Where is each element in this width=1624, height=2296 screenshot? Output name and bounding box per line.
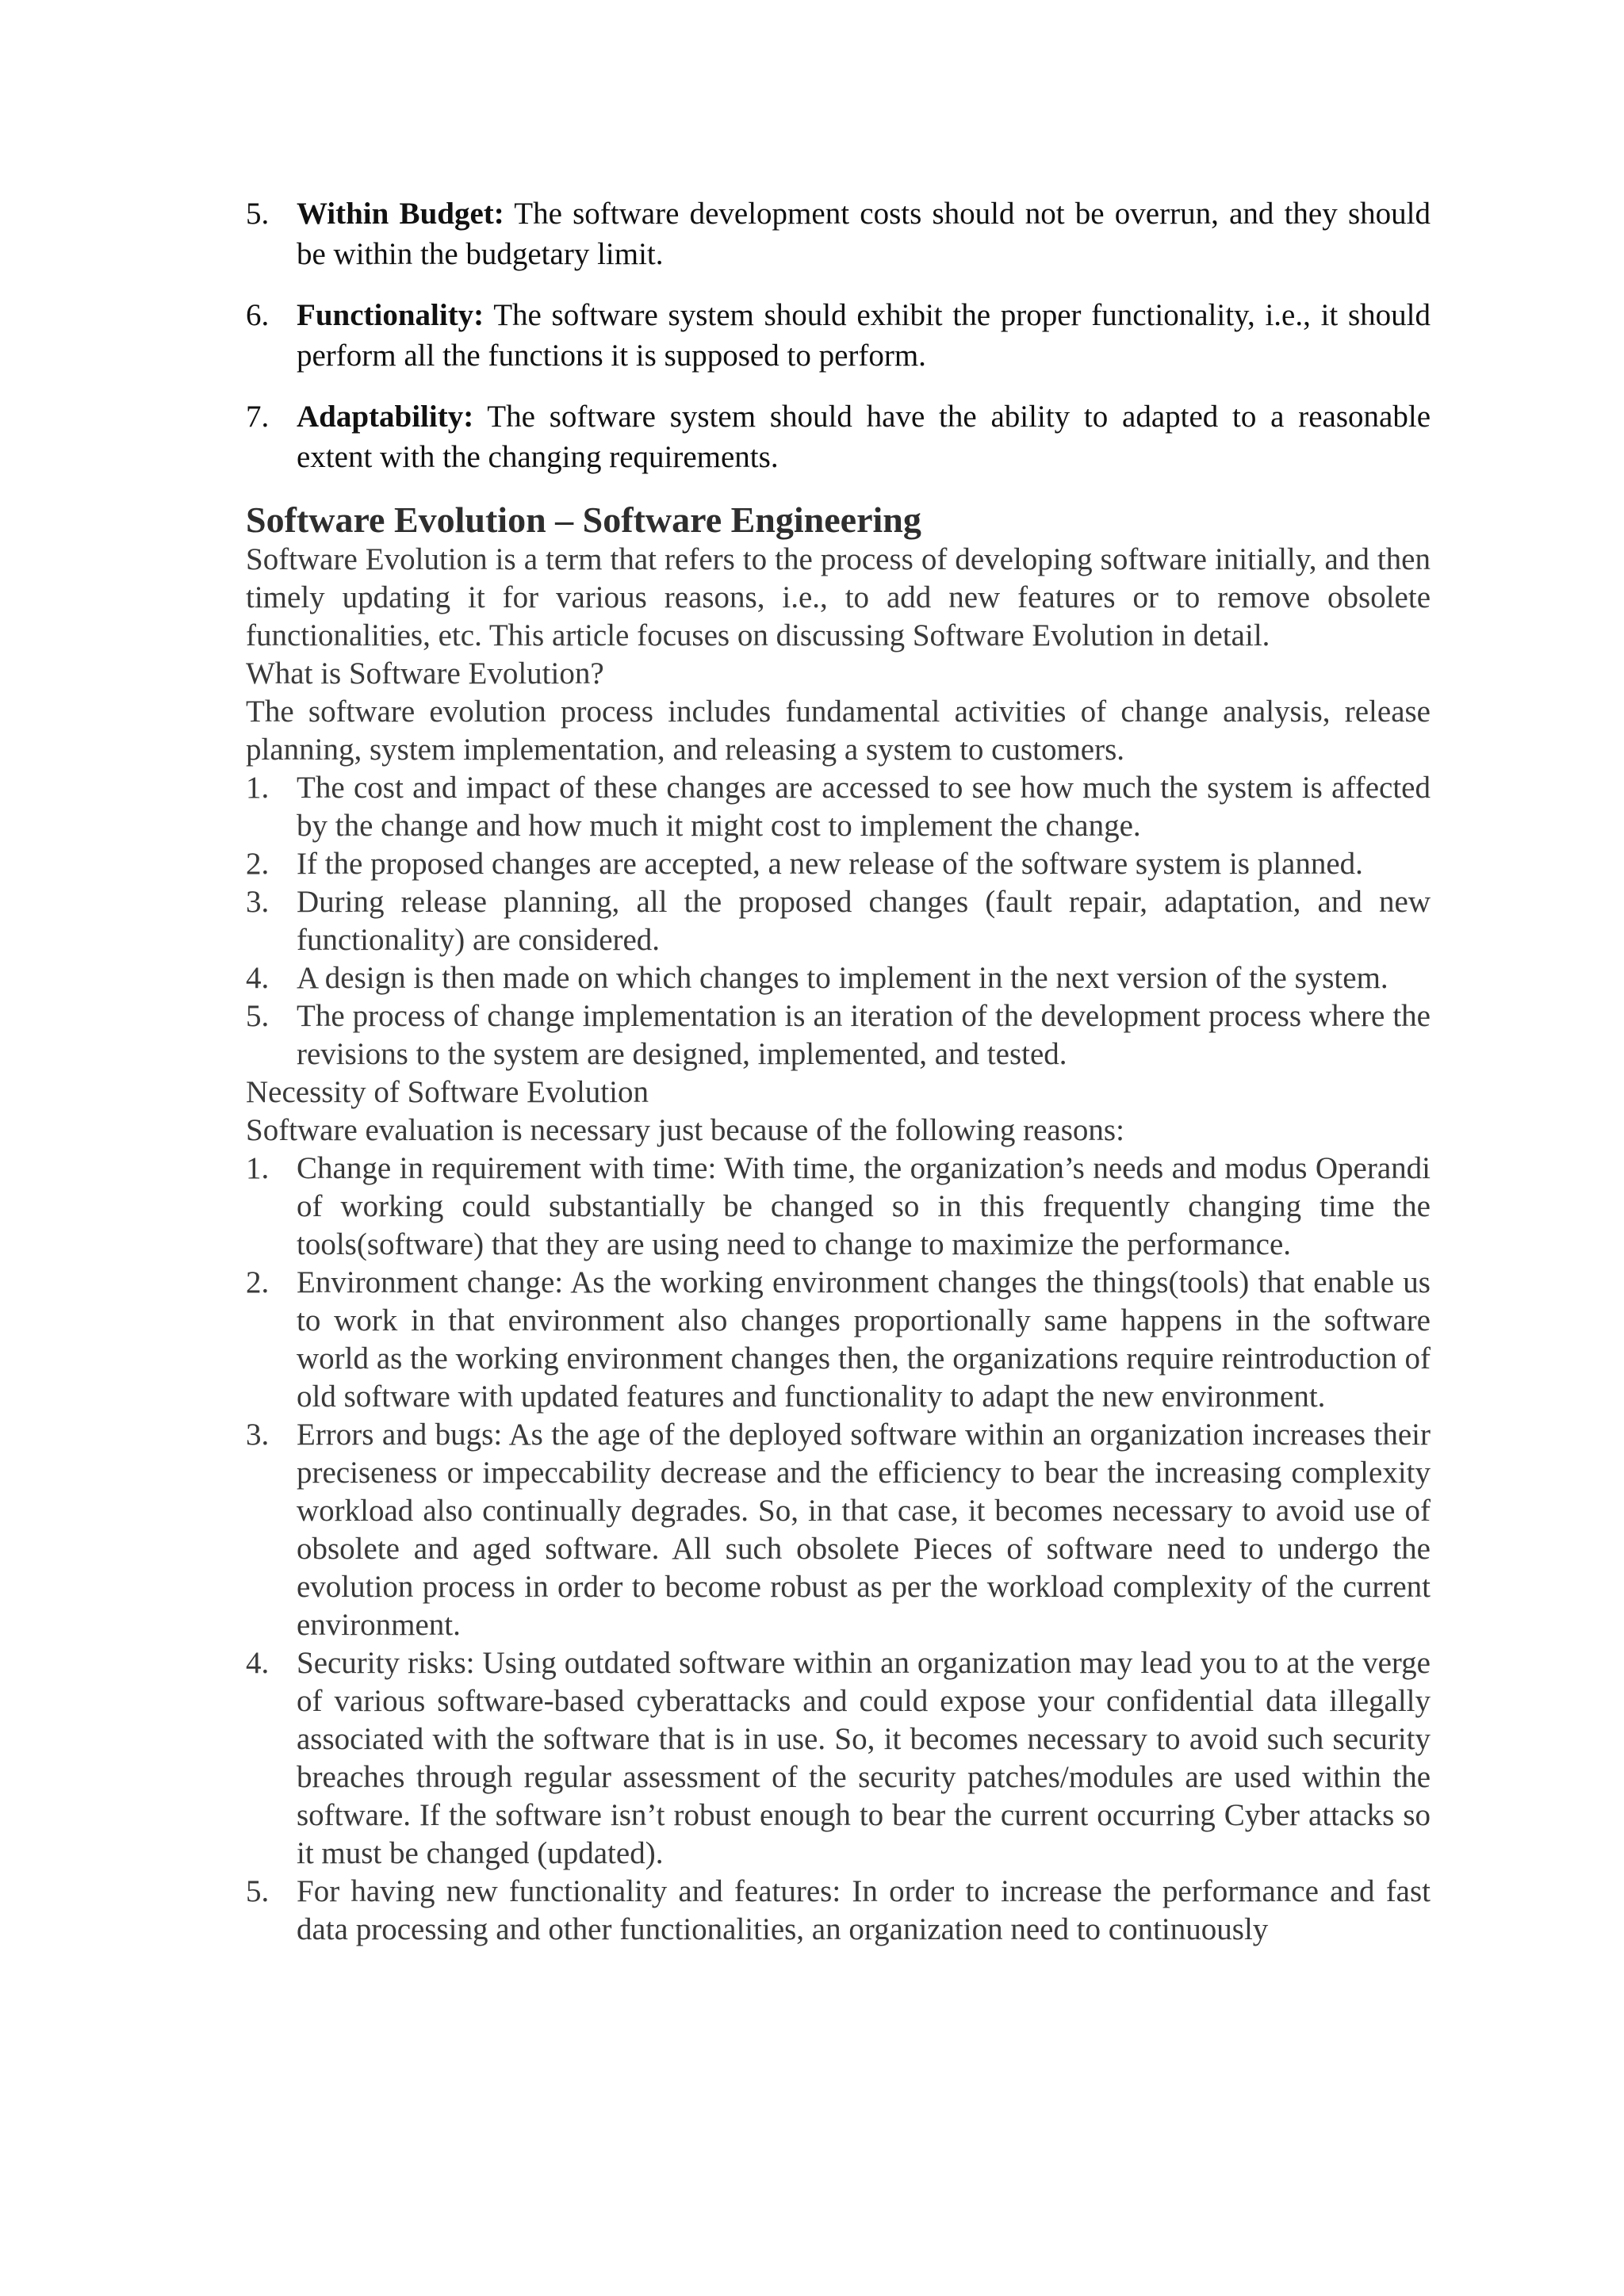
list-text: Errors and bugs: As the age of the deployed software within an organization increases their preciseness or impeccability decrease and the efficiency to bear the increasing complexity workload also continually degrades. So, in that case, it becomes necessary to avoid use of obsolete and aged software. All such obsolete Pieces of software need to undergo the evolution process in order to become robust as per the workload complexity of the current environment. [297,1418,1431,1642]
list-number: 1. [246,771,270,805]
list-item [246,883,1431,959]
list-term: Within Budget: [297,197,504,231]
list-item [246,959,1431,997]
list-item [246,193,1431,274]
list-text: The software system should have the ability to adapted to a reasonable extent with the changing requirements. [297,400,1431,474]
article-title: Software Evolution – Software Engineering [246,499,921,540]
list-number: 5. [246,1874,270,1908]
article-intro: Software Evolution is a term that refers to the process of developing software initially, and then timely updating it for various reasons, i.e., to add new features or to remove obsolete functionalities, etc. This article focuses on discussing Software Evolution in detail. [246,542,1431,652]
list-item [246,1264,1431,1416]
list-text: A design is then made on which changes to implement in the next version of the system. [297,961,1388,995]
list-item [246,295,1431,376]
list-text: Change in requirement with time: With time, the organization’s needs and modus Operandi of working could substantially be changed so in this frequently changing time the tools(software) that they are using need to change to maximize the performance. [297,1151,1431,1261]
list-text: Environment change: As the working environment changes the things(tools) that enable us to work in that environment also changes proportionally same happens in the software world as the working environment changes then, the organizations require reintroduction of old software with updated features and functionality to adapt the new environment. [297,1265,1431,1414]
list-item [246,769,1431,845]
list-number: 3. [246,1418,270,1452]
list-text: The software system should exhibit the proper functionality, i.e., it should perform all the functions it is supposed to perform. [297,298,1431,373]
necessity-intro: Software evaluation is necessary just because of the following reasons: [246,1113,1124,1147]
list-item [246,845,1431,883]
necessity-heading: Necessity of Software Evolution [246,1075,649,1109]
list-item [246,1873,1431,1949]
page-content [246,193,1431,1949]
list-item [246,1644,1431,1873]
list-text: Security risks: Using outdated software within an organization may lead you to at the verge of various software-based cyberattacks and could expose your confidential data illegally associated with the software that is in use. So, it becomes necessary to avoid such security breaches through regular assessment of the security patches/modules are used within the software. If the software isn’t robust enough to bear the current occurring Cyber attacks so it must be changed (updated). [297,1646,1431,1870]
quality-attributes-list [246,193,1431,477]
reasons-list [246,1150,1431,1949]
list-text: If the proposed changes are accepted, a new release of the software system is planned. [297,847,1363,881]
list-item [246,1150,1431,1264]
what-heading: What is Software Evolution? [246,656,604,691]
list-text: The software development costs should not be overrun, and they should be within the budgetary limit. [297,197,1431,271]
list-item [246,396,1431,477]
list-number: 7. [246,400,270,434]
list-number: 4. [246,961,270,995]
list-text: The process of change implementation is an iteration of the development process where the revisions to the system are designed, implemented, and tested. [297,999,1431,1071]
list-term: Adaptability: [297,400,474,434]
what-text: The software evolution process includes fundamental activities of change analysis, release planning, system implementation, and releasing a system to customers. [246,695,1431,767]
list-text: The cost and impact of these changes are accessed to see how much the system is affected by the change and how much it might cost to implement the change. [297,771,1431,843]
list-number: 5. [246,197,270,231]
list-number: 4. [246,1646,270,1680]
list-number: 5. [246,999,270,1033]
list-item [246,997,1431,1073]
list-text: For having new functionality and features: In order to increase the performance and fast data processing and other functionalities, an organization need to continuously [297,1874,1431,1946]
list-number: 2. [246,1265,270,1299]
list-number: 6. [246,298,270,332]
process-steps-list [246,769,1431,1073]
list-item [246,1416,1431,1644]
list-number: 2. [246,847,270,881]
list-number: 1. [246,1151,270,1185]
list-number: 3. [246,885,270,919]
list-text: During release planning, all the proposed changes (fault repair, adaptation, and new functionality) are considered. [297,885,1431,957]
list-term: Functionality: [297,298,485,332]
